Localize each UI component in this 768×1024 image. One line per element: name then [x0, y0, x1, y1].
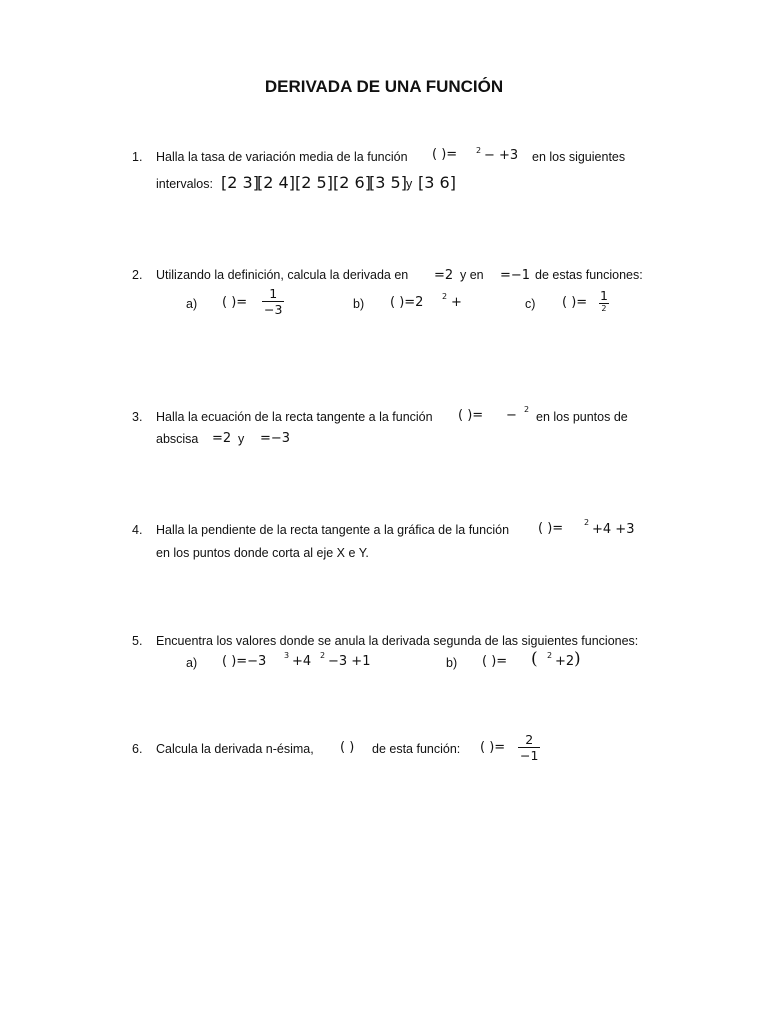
point-value: =2 — [434, 268, 454, 283]
point-value: =−3 — [260, 431, 291, 446]
question-number: 4. — [132, 523, 143, 537]
item-label: a) — [186, 656, 198, 670]
fraction: $\frac{1}{-3}$ — [264, 286, 283, 317]
question-text: Utilizando la definición, calcula la derivada en — [156, 268, 409, 282]
question-text: Halla la tasa de variación media de la función — [156, 150, 408, 164]
function-expression: ( )= — [458, 408, 484, 423]
function-expression: ( )= — [562, 295, 588, 310]
exponent: 2 — [320, 651, 326, 660]
question-number: 6. — [132, 742, 143, 756]
question-number: 5. — [132, 634, 143, 648]
function-expression: ( )=−3 — [222, 654, 267, 669]
interval: [2 5] — [295, 173, 333, 192]
question-text: Encuentra los valores donde se anula la derivada segunda de las siguientes funciones: — [156, 634, 639, 648]
derivative-notation: ( ) — [340, 740, 355, 755]
intervals-label: intervalos: — [156, 177, 213, 191]
fraction: 1 2 — [600, 288, 608, 313]
exponent: 2 — [584, 518, 590, 527]
close-paren: ) — [574, 649, 581, 669]
open-paren: ( — [531, 649, 538, 669]
fraction: $\frac{2}{-1}$ — [520, 732, 539, 763]
function-expression-rest: + — [451, 295, 462, 310]
page-title: DERIVADA DE UNA FUNCIÓN — [264, 77, 504, 96]
function-expression: ( )= — [538, 521, 564, 536]
item-label: b) — [446, 656, 458, 670]
interval: [3 5] — [369, 173, 407, 192]
conjunction: y — [406, 177, 413, 191]
question-text: abscisa — [156, 432, 199, 446]
function-expression: ( )= — [222, 295, 248, 310]
question-text: y en — [460, 268, 484, 282]
item-label: a) — [186, 297, 198, 311]
exponent: 2 — [547, 651, 553, 660]
function-expression-rest: +4 — [292, 654, 312, 669]
function-expression-rest: +4 +3 — [592, 522, 635, 537]
question-text-tail: en los siguientes — [532, 150, 626, 164]
question-number: 1. — [132, 150, 143, 164]
question-text: Calcula la derivada n-ésima, — [156, 742, 314, 756]
interval: [2 4] — [257, 173, 295, 192]
function-expression: ( )= — [432, 147, 458, 162]
interval: [2 6] — [333, 173, 371, 192]
function-expression-rest: −3 +1 — [328, 654, 371, 669]
exponent: 3 — [284, 651, 290, 660]
exponent: 2 — [442, 292, 448, 301]
question-text-tail: en los puntos de — [536, 410, 628, 424]
function-expression-rest: − +3 — [484, 148, 519, 163]
function-expression: ( )=2 — [390, 295, 424, 310]
item-label: c) — [525, 297, 536, 311]
question-text-tail: de estas funciones: — [535, 268, 643, 282]
function-expression-rest: +2 — [555, 654, 575, 669]
interval: [2 3] — [221, 173, 259, 192]
question-text: de esta función: — [372, 742, 461, 756]
interval: [3 6] — [418, 173, 456, 192]
function-expression-rest: − — [506, 408, 517, 423]
point-value: =−1 — [500, 268, 531, 283]
question-text: Halla la pendiente de la recta tangente a la gráfica de la función — [156, 523, 510, 537]
point-value: =2 — [212, 431, 232, 446]
question-number: 2. — [132, 268, 143, 282]
question-text: Halla la ecuación de la recta tangente a la función — [156, 410, 433, 424]
item-label: b) — [353, 297, 365, 311]
conjunction: y — [238, 432, 245, 446]
function-expression: ( )= — [482, 654, 508, 669]
exponent: 2 — [476, 146, 482, 155]
exponent: 2 — [524, 405, 530, 414]
question-number: 3. — [132, 410, 143, 424]
function-expression: ( )= — [480, 740, 506, 755]
question-text: en los puntos donde corta al eje X e Y. — [156, 546, 369, 560]
